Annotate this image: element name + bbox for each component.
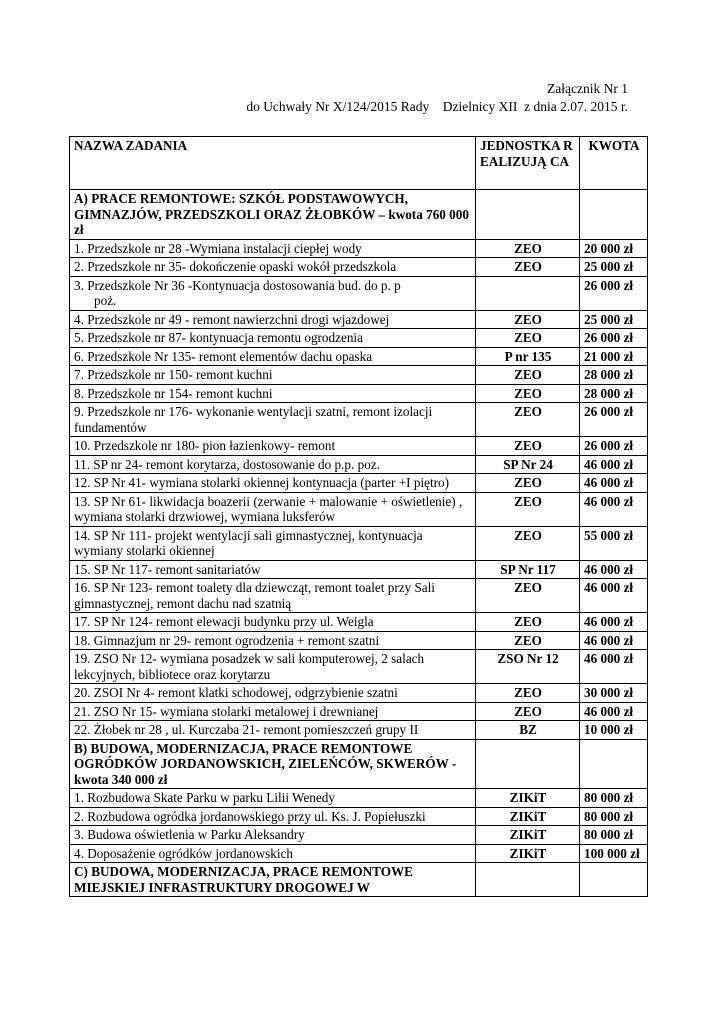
task-name: 10. Przedszkole nr 180- pion łazienkowy- remont	[74, 438, 336, 453]
table-row	[70, 684, 648, 703]
task-name-cell	[70, 310, 476, 329]
task-name-cell	[70, 789, 476, 808]
implementing-unit: ZEO	[476, 384, 580, 403]
implementing-unit: ZEO	[476, 492, 580, 526]
implementing-unit: ZSO Nr 12	[476, 650, 580, 684]
task-name: 3. Budowa oświetlenia w Parku Aleksandry	[74, 827, 305, 842]
task-amount: 46 000 zł	[580, 455, 648, 474]
task-name: 4. Doposażenie ogródków jordanowskich	[74, 845, 294, 861]
table-row	[70, 455, 648, 474]
task-amount: 100 000 zł	[580, 844, 648, 863]
task-amount: 80 000 zł	[580, 807, 648, 826]
section-unit-cell	[476, 863, 580, 897]
table-row	[70, 366, 648, 385]
task-name: 17. SP Nr 124- remont elewacji budynku przy ul. Weigla	[74, 614, 374, 629]
task-amount: 26 000 zł	[580, 437, 648, 456]
task-name-cell	[70, 650, 476, 684]
implementing-unit: ZEO	[476, 684, 580, 703]
section-unit-cell	[476, 739, 580, 789]
document-header	[246, 80, 628, 116]
task-name: 19. ZSO Nr 12- wymiana posadzek w sali komputerowej, 2 salach lekcyjnych, bibliotece oraz korytarzu	[74, 651, 425, 682]
task-name: 11. SP nr 24- remont korytarza, dostosowanie do p.p. poz.	[74, 456, 380, 472]
task-name-cell	[70, 329, 476, 348]
task-name-cell	[70, 579, 476, 613]
implementing-unit: ZEO	[476, 474, 580, 493]
task-name: 20. ZSOI Nr 4- remont klatki schodowej, odgrzybienie szatni	[74, 685, 398, 700]
implementing-unit: BZ	[476, 721, 580, 740]
implementing-unit: P nr 135	[476, 347, 580, 366]
implementing-unit: SP Nr 24	[476, 455, 580, 474]
table-row	[70, 403, 648, 437]
task-name-cell	[70, 492, 476, 526]
section-amount-cell	[580, 739, 648, 789]
task-name-cell	[70, 702, 476, 721]
task-amount: 46 000 zł	[580, 560, 648, 579]
table-row	[70, 650, 648, 684]
section-a-row	[70, 190, 648, 240]
task-amount: 46 000 zł	[580, 579, 648, 613]
task-name-cell	[70, 437, 476, 456]
task-name-cell	[70, 384, 476, 403]
table-header-row	[70, 137, 648, 190]
task-amount: 46 000 zł	[580, 613, 648, 632]
task-name: 21. ZSO Nr 15- wymiana stolarki metalowej i drewnianej	[74, 703, 379, 719]
task-name: 7. Przedszkole nr 150- remont kuchni	[74, 367, 273, 382]
implementing-unit: ZIKiT	[476, 826, 580, 845]
task-name-cell	[70, 844, 476, 863]
task-name-cell	[70, 474, 476, 493]
task-amount: 80 000 zł	[580, 826, 648, 845]
tasks-table	[69, 136, 648, 897]
task-amount: 21 000 zł	[580, 347, 648, 366]
table-row	[70, 807, 648, 826]
implementing-unit: ZEO	[476, 366, 580, 385]
table-row	[70, 844, 648, 863]
task-name: 1. Przedszkole nr 28 -Wymiana instalacji ciepłej wody	[74, 240, 362, 256]
task-amount: 10 000 zł	[580, 721, 648, 740]
task-name-cell	[70, 366, 476, 385]
column-header-amount: KWOTA	[580, 137, 648, 190]
task-amount: 30 000 zł	[580, 684, 648, 703]
task-amount: 26 000 zł	[580, 276, 648, 310]
section-unit-cell	[476, 190, 580, 240]
implementing-unit: ZIKiT	[476, 807, 580, 826]
task-name-cell	[70, 347, 476, 366]
task-name-cell	[70, 403, 476, 437]
implementing-unit: ZEO	[476, 526, 580, 560]
section-c-row	[70, 863, 648, 897]
task-name-cell	[70, 721, 476, 740]
task-amount: 46 000 zł	[580, 474, 648, 493]
implementing-unit: ZEO	[476, 258, 580, 277]
task-amount: 25 000 zł	[580, 258, 648, 277]
task-name: 5. Przedszkole nr 87- kontynuacja remontu ogrodzenia	[74, 330, 363, 345]
task-name-cell	[70, 684, 476, 703]
section-title: A) PRACE REMONTOWE: SZKÓŁ PODSTAWOWYCH, GIMNAZJÓW, PRZEDSZKOLI ORAZ ŻŁOBKÓW – kwota 760 000 zł	[70, 190, 476, 240]
task-name-cell	[70, 613, 476, 632]
task-name: 2. Rozbudowa ogródka jordanowskiego przy ul. Ks. J. Popiełuszki	[74, 808, 426, 824]
task-name: 1. Rozbudowa Skate Parku w parku Lilii Wenedy	[74, 790, 335, 805]
task-amount: 46 000 zł	[580, 650, 648, 684]
task-name-cell	[70, 807, 476, 826]
task-amount: 46 000 zł	[580, 492, 648, 526]
section-amount-cell	[580, 190, 648, 240]
task-name-cell	[70, 526, 476, 560]
task-name: 15. SP Nr 117- remont sanitariatów	[74, 561, 261, 577]
table-row	[70, 613, 648, 632]
task-name-cell	[70, 455, 476, 474]
implementing-unit: ZIKiT	[476, 789, 580, 808]
table-row	[70, 631, 648, 650]
table-row	[70, 702, 648, 721]
table-row	[70, 789, 648, 808]
table-row	[70, 276, 648, 310]
task-name-cell	[70, 631, 476, 650]
table-row	[70, 560, 648, 579]
implementing-unit: SP Nr 117	[476, 560, 580, 579]
implementing-unit: ZEO	[476, 329, 580, 348]
attachment-number: Załącznik Nr 1	[547, 81, 628, 96]
table-row	[70, 526, 648, 560]
section-b-row	[70, 739, 648, 789]
task-name-cell	[70, 258, 476, 277]
implementing-unit: ZEO	[476, 613, 580, 632]
task-amount: 55 000 zł	[580, 526, 648, 560]
task-name: 4. Przedszkole nr 49 - remont nawierzchni drogi wjazdowej	[74, 311, 390, 327]
table-row	[70, 239, 648, 258]
task-amount: 26 000 zł	[580, 329, 648, 348]
table-row	[70, 579, 648, 613]
task-name: 13. SP Nr 61- likwidacja boazerii (zerwanie + malowanie + oświetlenie) , wymiana stolarki drzwiowej, wymiana luksferów	[74, 493, 463, 524]
table-row	[70, 384, 648, 403]
task-name: 3. Przedszkole Nr 36 -Kontynuacja dostosowania bud. do p. p	[74, 277, 401, 293]
implementing-unit: ZEO	[476, 403, 580, 437]
implementing-unit: ZEO	[476, 310, 580, 329]
task-amount: 46 000 zł	[580, 702, 648, 721]
implementing-unit: ZEO	[476, 437, 580, 456]
task-name-cell	[70, 826, 476, 845]
implementing-unit: ZEO	[476, 579, 580, 613]
column-header-unit: JEDNOSTKA REALIZUJĄ CA	[476, 137, 580, 190]
table-row	[70, 474, 648, 493]
task-name: 12. SP Nr 41- wymiana stolarki okiennej kontynuacja (parter +I piętro)	[74, 475, 449, 490]
table-row	[70, 347, 648, 366]
implementing-unit: ZEO	[476, 631, 580, 650]
task-name: 16. SP Nr 123- remont toalety dla dziewcząt, remont toalet przy Sali gimnastycznej, remont dachu nad szatnią	[74, 580, 435, 611]
task-name: 6. Przedszkole Nr 135- remont elementów dachu opaska	[74, 348, 373, 364]
task-amount: 28 000 zł	[580, 366, 648, 385]
implementing-unit: ZEO	[476, 702, 580, 721]
task-amount: 80 000 zł	[580, 789, 648, 808]
task-name-continuation: poż.	[94, 293, 117, 308]
implementing-unit	[476, 276, 580, 310]
implementing-unit: ZEO	[476, 239, 580, 258]
implementing-unit: ZIKiT	[476, 844, 580, 863]
task-amount: 25 000 zł	[580, 310, 648, 329]
task-name: 18. Gimnazjum nr 29- remont ogrodzenia + remont szatni	[74, 632, 380, 648]
table-row	[70, 826, 648, 845]
column-header-name: NAZWA ZADANIA	[70, 137, 476, 190]
table-row	[70, 437, 648, 456]
section-amount-cell	[580, 863, 648, 897]
task-name: 14. SP Nr 111- projekt wentylacji sali gimnastycznej, kontynuacja wymiany stolarki okiennej	[74, 527, 423, 558]
section-title: C) BUDOWA, MODERNIZACJA, PRACE REMONTOWE MIEJSKIEJ INFRASTRUKTURY DROGOWEJ W	[70, 863, 476, 897]
table-row	[70, 310, 648, 329]
task-amount: 20 000 zł	[580, 239, 648, 258]
task-amount: 26 000 zł	[580, 403, 648, 437]
task-amount: 46 000 zł	[580, 631, 648, 650]
section-title: B) BUDOWA, MODERNIZACJA, PRACE REMONTOWE OGRÓDKÓW JORDANOWSKICH, ZIELEŃCÓW, SKWERÓW - kwota 340 000 zł	[70, 739, 476, 789]
task-name-cell	[70, 239, 476, 258]
table-row	[70, 258, 648, 277]
task-name-cell	[70, 276, 476, 310]
task-amount: 28 000 zł	[580, 384, 648, 403]
table-row	[70, 721, 648, 740]
task-name: 8. Przedszkole nr 154- remont kuchni	[74, 385, 273, 401]
table-row	[70, 492, 648, 526]
resolution-reference: do Uchwały Nr X/124/2015 Rady Dzielnicy XII z dnia 2.07. 2015 r.	[246, 99, 628, 114]
task-name-cell	[70, 560, 476, 579]
task-name: 22. Żłobek nr 28 , ul. Kurczaba 21- remont pomieszczeń grupy II	[74, 722, 419, 737]
table-row	[70, 329, 648, 348]
task-name: 9. Przedszkole nr 176- wykonanie wentylacji szatni, remont izolacji fundamentów	[74, 404, 433, 435]
task-name: 2. Przedszkole nr 35- dokończenie opaski wokół przedszkola	[74, 259, 397, 274]
